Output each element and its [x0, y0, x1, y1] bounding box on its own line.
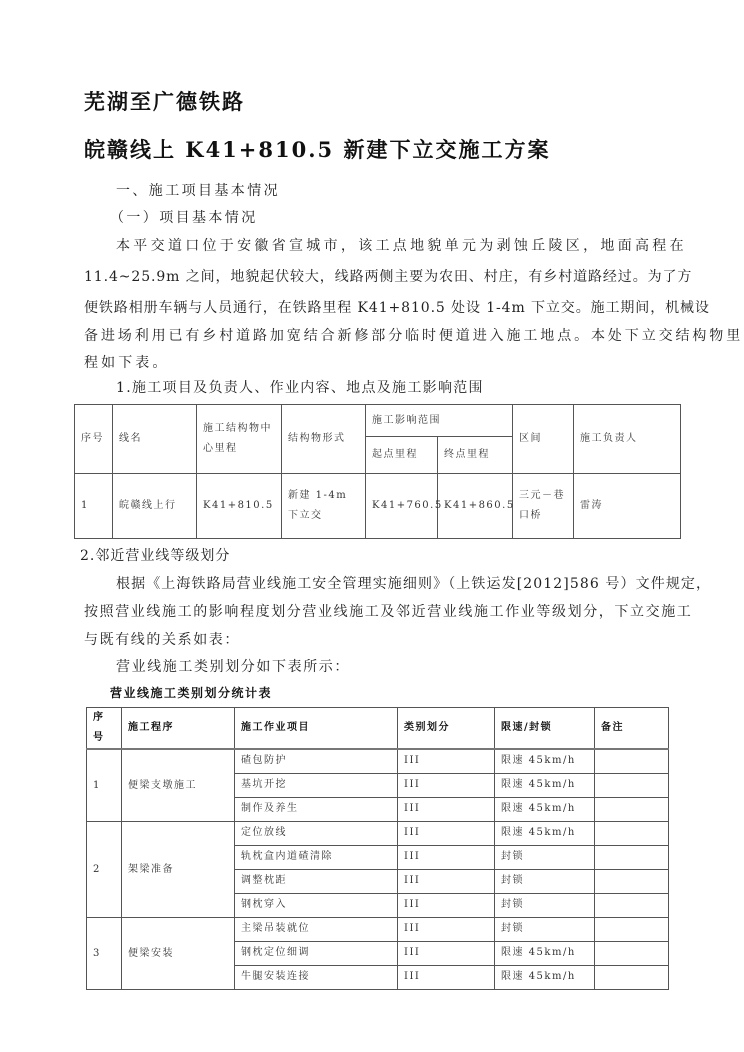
cell-category: III [398, 918, 495, 942]
cell-restriction: 限速 45km/h [495, 798, 595, 822]
cell-note [595, 774, 669, 798]
cell-note [595, 749, 669, 774]
paragraph-line: 备进场利用已有乡村道路加宽结合新修部分临时便道进入施工地点。本处下立交结构物里 [84, 328, 744, 344]
cell-category: III [398, 749, 495, 774]
cell-restriction: 限速 45km/h [495, 774, 595, 798]
cell-end-mileage: K41+860.5 [438, 474, 513, 539]
header-start-mileage: 起点里程 [366, 437, 438, 474]
subsection-heading: （一）项目基本情况 [110, 210, 258, 226]
cell-task: 制作及养生 [235, 798, 398, 822]
cell-note [595, 846, 669, 870]
construction-category-table [86, 707, 669, 990]
table-row [87, 749, 669, 774]
cell-note [595, 894, 669, 918]
cell-category: III [398, 870, 495, 894]
paragraph-line: 11.4~25.9m 之间，地貌起伏较大，线路两侧主要为农田、村庄，有乡村道路经过。为了方 [84, 269, 693, 285]
cell-procedure: 便梁安装 [122, 918, 235, 990]
paragraph-line: 便铁路相册车辆与人员通行，在铁路里程 K41+810.5 处设 1-4m 下立交。施工期间，机械设 [84, 300, 710, 316]
cell-seq: 1 [87, 749, 122, 822]
cell-category: III [398, 942, 495, 966]
table-title: 营业线施工类别划分统计表 [110, 686, 273, 700]
cell-restriction: 限速 45km/h [495, 749, 595, 774]
table-row [75, 474, 681, 539]
header-impact-range: 施工影响范围 [366, 405, 513, 437]
header-seq: 序号 [87, 708, 122, 750]
document-title: 芜湖至广德铁路 [84, 89, 245, 114]
cell-manager: 雷涛 [574, 474, 681, 539]
cell-restriction: 限速 45km/h [495, 966, 595, 990]
table-row [87, 822, 669, 846]
cell-restriction: 封锁 [495, 846, 595, 870]
cell-task: 碴包防护 [235, 749, 398, 774]
cell-note [595, 870, 669, 894]
header-procedure: 施工程序 [122, 708, 235, 750]
cell-seq: 2 [87, 822, 122, 918]
cell-task: 钢枕定位细调 [235, 942, 398, 966]
header-center-mileage: 施工结构物中心里程 [197, 405, 282, 474]
cell-note [595, 918, 669, 942]
cell-restriction: 限速 45km/h [495, 822, 595, 846]
cell-task: 定位放线 [235, 822, 398, 846]
cell-task: 轨枕盒内道碴清除 [235, 846, 398, 870]
paragraph-line: 营业线施工类别划分如下表所示： [116, 659, 350, 675]
header-category: 类别划分 [398, 708, 495, 750]
header-manager: 施工负责人 [574, 405, 681, 474]
header-end-mileage: 终点里程 [438, 437, 513, 474]
cell-task: 基坑开挖 [235, 774, 398, 798]
cell-structure-form: 新建 1-4m 下立交 [282, 474, 366, 539]
table-row [87, 918, 669, 942]
cell-category: III [398, 798, 495, 822]
cell-category: III [398, 822, 495, 846]
paragraph-line: 根据《上海铁路局营业线施工安全管理实施细则》（上铁运发[2012]586 号）文件规定， [116, 576, 712, 592]
cell-note [595, 966, 669, 990]
paragraph-line: 按照营业线施工的影响程度划分营业线施工及邻近营业线施工作业等级划分，下立交施工 [84, 604, 693, 620]
cell-note [595, 798, 669, 822]
cell-line-name: 皖赣线上行 [113, 474, 197, 539]
cell-category: III [398, 774, 495, 798]
paragraph-line: 本平交道口位于安徽省宣城市，该工点地貌单元为剥蚀丘陵区，地面高程在 [116, 238, 687, 254]
cell-category: III [398, 846, 495, 870]
cell-center-mileage: K41+810.5 [197, 474, 282, 539]
cell-procedure: 架梁准备 [122, 822, 235, 918]
paragraph-line: 与既有线的关系如表： [84, 632, 240, 648]
cell-category: III [398, 966, 495, 990]
cell-task: 钢枕穿入 [235, 894, 398, 918]
construction-project-table [74, 404, 681, 539]
header-seq: 序号 [75, 405, 113, 474]
header-task: 施工作业项目 [235, 708, 398, 750]
cell-note [595, 942, 669, 966]
cell-restriction: 限速 45km/h [495, 942, 595, 966]
header-note: 备注 [595, 708, 669, 750]
cell-restriction: 封锁 [495, 870, 595, 894]
cell-seq: 3 [87, 918, 122, 990]
cell-procedure: 便梁支墩施工 [122, 749, 235, 822]
cell-task: 调整枕距 [235, 870, 398, 894]
item-heading: 1.施工项目及负责人、作业内容、地点及施工影响范围 [116, 380, 484, 396]
section-heading: 一、施工项目基本情况 [116, 183, 280, 199]
header-restriction: 限速/封锁 [495, 708, 595, 750]
cell-category: III [398, 894, 495, 918]
header-structure-form: 结构物形式 [282, 405, 366, 474]
header-section: 区间 [513, 405, 574, 474]
header-line-name: 线名 [113, 405, 197, 474]
document-subtitle: 皖赣线上 K41+810.5 新建下立交施工方案 [84, 137, 551, 162]
cell-seq: 1 [75, 474, 113, 539]
item-heading: 2.邻近营业线等级划分 [80, 548, 231, 564]
paragraph-line: 程如下表。 [84, 355, 170, 371]
cell-note [595, 822, 669, 846]
cell-start-mileage: K41+760.5 [366, 474, 438, 539]
cell-restriction: 封锁 [495, 918, 595, 942]
cell-task: 主梁吊装就位 [235, 918, 398, 942]
cell-section: 三元－巷口桥 [513, 474, 574, 539]
cell-restriction: 封锁 [495, 894, 595, 918]
cell-task: 牛腿安装连接 [235, 966, 398, 990]
